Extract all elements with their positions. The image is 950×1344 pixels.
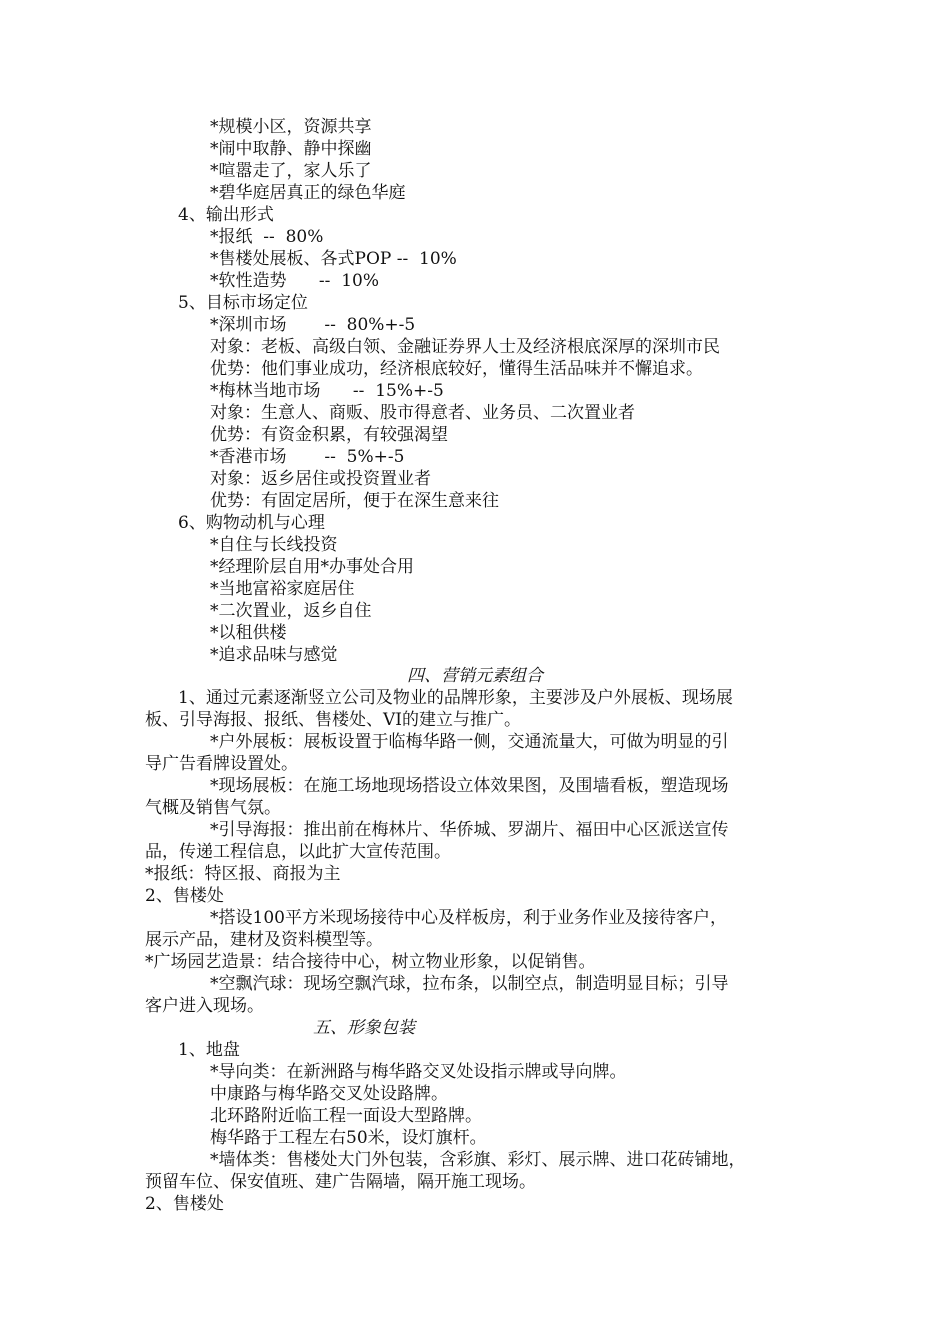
paragraph-line: *广场园艺造景：结合接待中心，树立物业形象，以促销售。: [145, 952, 596, 972]
paragraph-line: *搭设100平方米现场接待中心及样板房，利于业务作业及接待客户，: [210, 908, 727, 928]
paragraph-line: 客户进入现场。: [145, 996, 264, 1016]
paragraph-line: *引导海报：推出前在梅林片、华侨城、罗湖片、福田中心区派送宣传: [210, 820, 729, 840]
paragraph-line: *墙体类：售楼处大门外包装，含彩旗、彩灯、展示牌、进口花砖铺地，: [210, 1150, 746, 1170]
paragraph-line: 导广告看牌设置处。: [145, 754, 298, 774]
text-line: *香港市场 -- 5%+-5: [210, 447, 405, 467]
text-line: 对象：返乡居住或投资置业者: [210, 469, 431, 489]
paragraph-line: 预留车位、保安值班、建广告隔墙，隔开施工现场。: [145, 1172, 536, 1192]
text-line: 优势：有固定居所，便于在深生意来往: [210, 491, 499, 511]
paragraph-line: 板、引导海报、报纸、售楼处、VI的建立与推广。: [145, 710, 521, 730]
section-heading: 1、地盘: [178, 1040, 240, 1060]
paragraph-line: 中康路与梅华路交叉处设路牌。: [210, 1084, 448, 1104]
chapter-title: 四、营销元素组合: [407, 666, 543, 686]
text-line: *软性造势 -- 10%: [210, 271, 380, 291]
paragraph-line: 北环路附近临工程一面设大型路牌。: [210, 1106, 482, 1126]
text-line: *自住与长线投资: [210, 535, 338, 555]
text-line: *售楼处展板、各式POP -- 10%: [210, 249, 457, 269]
text-line: *以租供楼: [210, 623, 287, 643]
paragraph-line: *空飘汽球：现场空飘汽球，拉布条，以制空点，制造明显目标；引导: [210, 974, 729, 994]
section-heading: 4、输出形式: [178, 205, 274, 225]
text-line: *报纸 -- 80%: [210, 227, 324, 247]
text-line: *梅林当地市场 -- 15%+-5: [210, 381, 444, 401]
text-line: 优势：他们事业成功，经济根底较好，懂得生活品味并不懈追求。: [210, 359, 703, 379]
paragraph-line: 品，传递工程信息，以此扩大宣传范围。: [145, 842, 451, 862]
paragraph-line: *导向类：在新洲路与梅华路交叉处设指示牌或导向牌。: [210, 1062, 627, 1082]
text-line: 对象：生意人、商贩、股市得意者、业务员、二次置业者: [210, 403, 635, 423]
section-heading: 2、售楼处: [145, 1194, 224, 1214]
text-line: *闹中取静、静中探幽: [210, 139, 372, 159]
paragraph-line: 展示产品，建材及资料模型等。: [145, 930, 383, 950]
section-heading: 6、购物动机与心理: [178, 513, 325, 533]
paragraph-line: 气概及销售气氛。: [145, 798, 281, 818]
section-heading: 2、售楼处: [145, 886, 224, 906]
chapter-title: 五、形象包装: [313, 1018, 415, 1038]
paragraph-line: *报纸：特区报、商报为主: [145, 864, 341, 884]
text-line: *规模小区，资源共享: [210, 117, 372, 137]
text-line: 优势：有资金积累，有较强渴望: [210, 425, 448, 445]
text-line: *喧嚣走了，家人乐了: [210, 161, 372, 181]
text-line: *碧华庭居真正的绿色华庭: [210, 183, 406, 203]
paragraph-line: *户外展板：展板设置于临梅华路一侧，交通流量大，可做为明显的引: [210, 732, 729, 752]
text-line: *深圳市场 -- 80%+-5: [210, 315, 416, 335]
text-line: *当地富裕家庭居住: [210, 579, 355, 599]
text-line: 对象：老板、高级白领、金融证券界人士及经济根底深厚的深圳市民: [210, 337, 720, 357]
section-heading: 5、目标市场定位: [178, 293, 308, 313]
paragraph-line: 1、通过元素逐渐竖立公司及物业的品牌形象，主要涉及户外展板、现场展: [178, 688, 733, 708]
paragraph-line: *现场展板：在施工场地现场搭设立体效果图，及围墙看板，塑造现场: [210, 776, 729, 796]
text-line: *追求品味与感觉: [210, 645, 338, 665]
paragraph-line: 梅华路于工程左右50米，设灯旗杆。: [210, 1128, 487, 1148]
text-line: *二次置业，返乡自住: [210, 601, 372, 621]
text-line: *经理阶层自用*办事处合用: [210, 557, 414, 577]
